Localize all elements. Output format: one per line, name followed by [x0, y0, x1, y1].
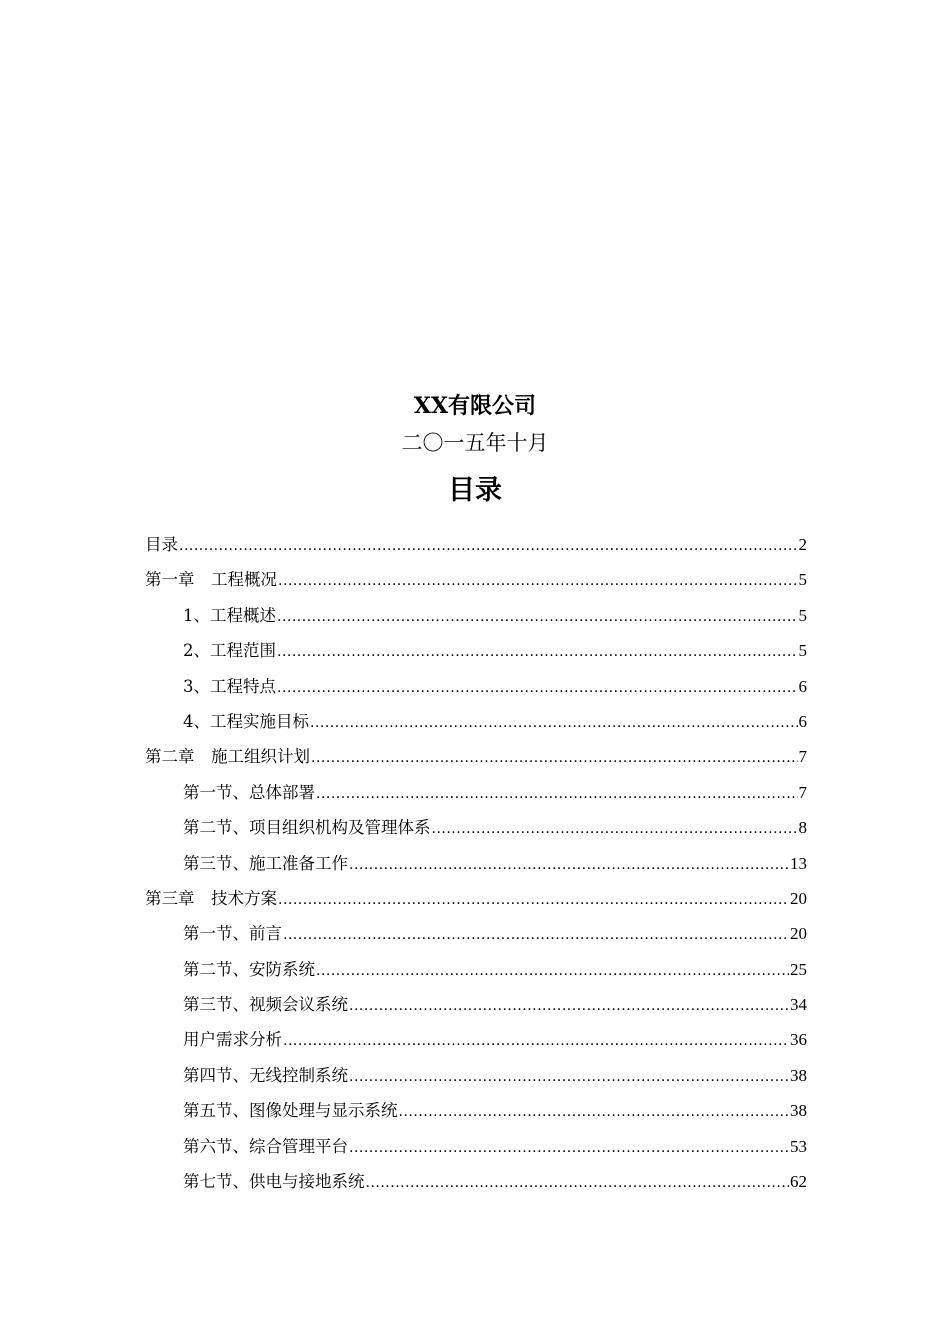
toc-entry-title: 第三章 技术方案 [145, 888, 277, 908]
toc-entry[interactable] [145, 881, 807, 916]
toc-dot-leader [432, 812, 798, 847]
toc-entry-page-number: 20 [790, 924, 807, 944]
toc-entry-page-number: 5 [798, 641, 807, 661]
toc-entry-page-number: 34 [790, 995, 807, 1015]
toc-dot-leader [278, 883, 789, 918]
toc-entry-title: 第四节、无线控制系统 [183, 1065, 348, 1085]
toc-entry[interactable] [145, 1129, 807, 1164]
toc-entry-title: 目录 [145, 535, 178, 554]
toc-entry[interactable] [145, 810, 807, 845]
toc-entry[interactable] [145, 669, 807, 704]
toc-dot-leader [366, 1166, 790, 1201]
toc-entry-page-number: 6 [798, 711, 807, 731]
toc-entry-page-number: 62 [790, 1172, 807, 1192]
toc-dot-leader [277, 635, 798, 670]
toc-entry-title: 2、工程范围 [183, 641, 276, 661]
toc-entry[interactable] [145, 775, 807, 810]
toc-title: 目录 [448, 475, 502, 506]
toc-entry-page-number: 38 [790, 1101, 807, 1121]
toc-entry[interactable] [145, 952, 807, 987]
toc-entry-title: 3、工程特点 [183, 676, 276, 696]
toc-entry-page-number: 36 [790, 1030, 807, 1050]
toc-entry-title: 用户需求分析 [183, 1030, 282, 1050]
toc-entry[interactable] [145, 1022, 807, 1057]
toc-entry-page-number: 20 [790, 888, 807, 908]
toc-dot-leader [399, 1095, 790, 1130]
toc-entry-title: 第二节、项目组织机构及管理体系 [183, 818, 431, 838]
toc-entry[interactable] [145, 846, 807, 881]
toc-entry-title: 1、工程概述 [183, 605, 276, 625]
toc-entry-page-number: 6 [798, 676, 807, 696]
toc-entry-title: 第一节、前言 [183, 924, 282, 944]
toc-dot-leader [277, 600, 798, 635]
toc-entry[interactable] [145, 1164, 807, 1199]
toc-dot-leader [349, 989, 789, 1024]
toc-entry[interactable] [145, 562, 807, 597]
toc-entry-title: 第七节、供电与接地系统 [183, 1172, 365, 1192]
toc-entry-title: 第二章 施工组织计划 [145, 747, 310, 767]
toc-dot-leader [316, 777, 798, 812]
toc-entry-title: 第一节、总体部署 [183, 782, 315, 802]
toc-entry-title: 第六节、综合管理平台 [183, 1136, 348, 1156]
toc-entry-page-number: 7 [798, 782, 807, 802]
company-name: XX有限公司 [413, 393, 537, 419]
toc-entry[interactable] [145, 1058, 807, 1093]
toc-entry[interactable] [145, 987, 807, 1022]
toc-entry[interactable] [145, 527, 807, 562]
toc-entry-title: 第一章 工程概况 [145, 570, 277, 590]
document-date: 二〇一五年十月 [401, 431, 549, 455]
toc-dot-leader [283, 1024, 789, 1059]
toc-entry-title: 第五节、图像处理与显示系统 [183, 1101, 398, 1121]
toc-entry[interactable] [145, 739, 807, 774]
toc-entry[interactable] [145, 916, 807, 951]
toc-dot-leader [349, 1131, 789, 1166]
toc-entry-page-number: 5 [798, 570, 807, 590]
toc-entry[interactable] [145, 598, 807, 633]
toc-entry-page-number: 53 [790, 1136, 807, 1156]
toc-dot-leader [349, 848, 789, 883]
toc-entry-page-number: 25 [790, 959, 807, 979]
toc-entry-title: 第二节、安防系统 [183, 959, 315, 979]
toc-entry-page-number: 7 [798, 747, 807, 767]
toc-entry[interactable] [145, 1093, 807, 1128]
toc-dot-leader [278, 564, 798, 599]
toc-dot-leader [277, 671, 798, 706]
toc-entry-page-number: 8 [798, 818, 807, 838]
toc-entry-title: 第三节、施工准备工作 [183, 853, 348, 873]
toc-dot-leader [316, 954, 789, 989]
toc-entry[interactable] [145, 704, 807, 739]
toc-entry-title: 4、工程实施目标 [183, 711, 309, 731]
toc-entry-title: 第三节、视频会议系统 [183, 995, 348, 1015]
toc-dot-leader [283, 918, 789, 953]
toc-dot-leader [311, 741, 798, 776]
toc-dot-leader [179, 529, 798, 564]
toc-dot-leader [310, 706, 798, 741]
toc-entry[interactable] [145, 633, 807, 668]
toc-entry-page-number: 5 [798, 605, 807, 625]
toc-dot-leader [349, 1060, 789, 1095]
toc-entry-page-number: 13 [790, 853, 807, 873]
toc-entry-page-number: 2 [798, 535, 807, 554]
toc-entry-page-number: 38 [790, 1065, 807, 1085]
table-of-contents [145, 527, 807, 1199]
